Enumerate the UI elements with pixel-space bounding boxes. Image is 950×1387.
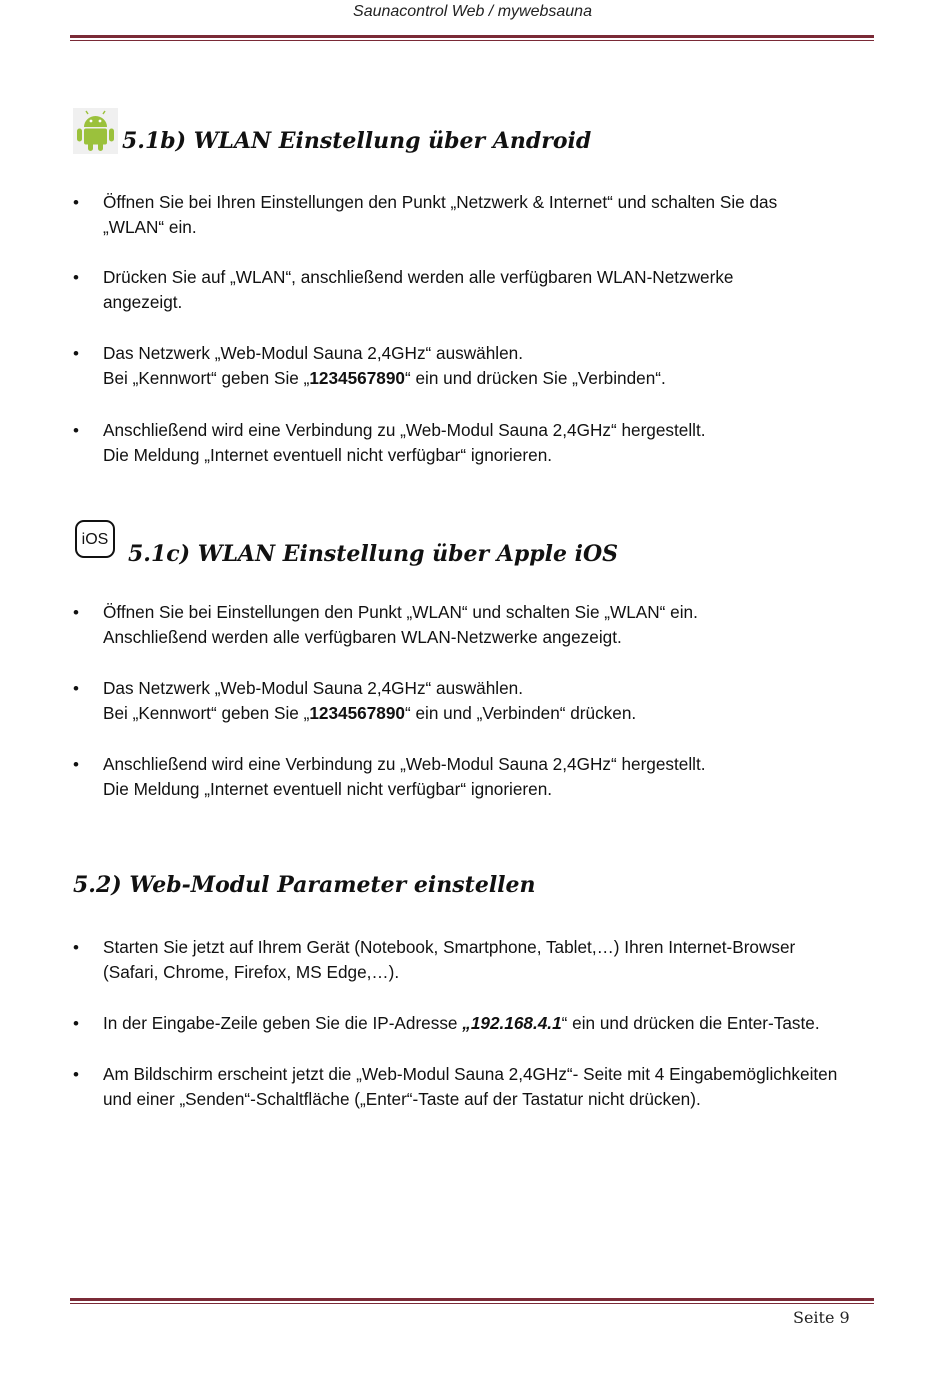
section-heading-parameters: 5.2) Web-Modul Parameter einstellen: [73, 872, 536, 898]
section-heading-android: 5.1b) WLAN Einstellung über Android: [122, 128, 592, 154]
list-item: • Starten Sie jetzt auf Ihrem Gerät (Notebook, Smartphone, Tablet,…) Ihren Internet-Browser (Safari, Chrome, Firefox, MS Edge,…).: [73, 937, 796, 982]
header-rule-thin: [70, 40, 874, 41]
list-item: • Öffnen Sie bei Einstellungen den Punkt „WLAN“ und schalten Sie „WLAN“ ein. Anschließend werden alle verfügbaren WLAN-Netzwerke angezeigt.: [73, 602, 698, 647]
footer-rule: [70, 1298, 874, 1301]
list-item: • Drücken Sie auf „WLAN“, anschließend werden alle verfügbaren WLAN-Netzwerke angezeigt.: [73, 267, 734, 312]
page-number: Seite 9: [793, 1308, 850, 1327]
page-header-title: Saunacontrol Web / mywebsauna: [353, 3, 592, 20]
list-item: • In der Eingabe-Zeile geben Sie die IP-Adresse „192.168.4.1“ ein und drücken die Enter-Taste.: [73, 1013, 820, 1033]
ios-icon: iOS: [75, 520, 115, 558]
android-icon: [73, 108, 118, 154]
list-item: • Anschließend wird eine Verbindung zu „Web-Modul Sauna 2,4GHz“ hergestellt. Die Meldung „Internet eventuell nicht verfügbar“ ignorieren.: [73, 754, 706, 799]
footer-rule-thin: [70, 1303, 874, 1304]
list-item: • Anschließend wird eine Verbindung zu „Web-Modul Sauna 2,4GHz“ hergestellt. Die Meldung „Internet eventuell nicht verfügbar“ ignorieren.: [73, 420, 706, 465]
list-item: • Das Netzwerk „Web-Modul Sauna 2,4GHz“ auswählen. Bei „Kennwort“ geben Sie „1234567890“ ein und drücken Sie „Verbinden“.: [73, 343, 666, 388]
section-heading-ios: 5.1c) WLAN Einstellung über Apple iOS: [128, 541, 619, 567]
list-item: • Am Bildschirm erscheint jetzt die „Web-Modul Sauna 2,4GHz“- Seite mit 4 Eingabemöglichkeiten und einer „Senden“-Schaltfläche („Enter“-Taste auf der Tastatur nicht drücken).: [73, 1064, 838, 1109]
list-item: • Öffnen Sie bei Ihren Einstellungen den Punkt „Netzwerk & Internet“ und schalten Sie das „WLAN“ ein.: [73, 192, 778, 237]
header-rule: [70, 35, 874, 38]
list-item: • Das Netzwerk „Web-Modul Sauna 2,4GHz“ auswählen. Bei „Kennwort“ geben Sie „1234567890“ ein und „Verbinden“ drücken.: [73, 678, 637, 723]
